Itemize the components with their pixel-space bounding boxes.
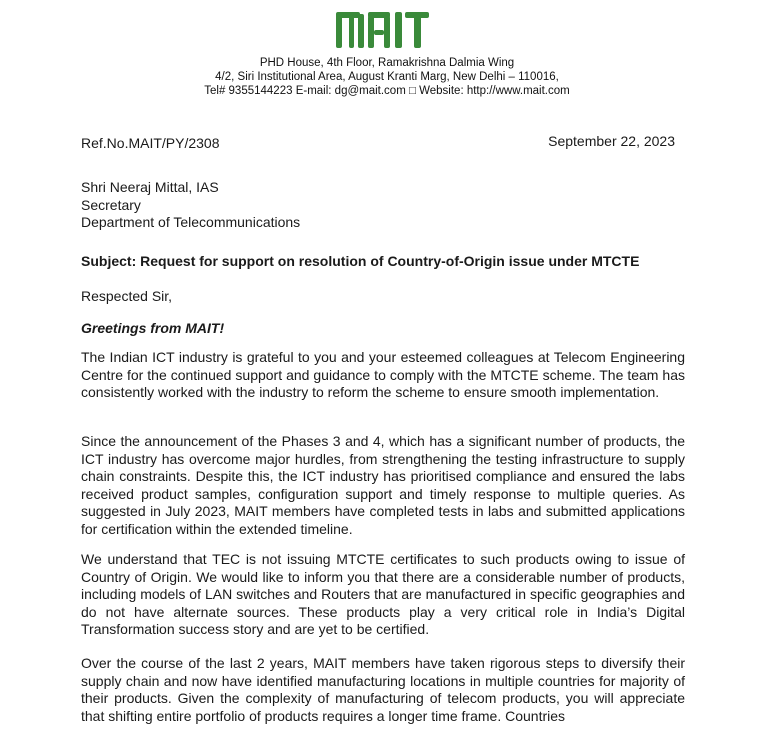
recipient-department: Department of Telecommunications [81,214,301,230]
reference-number: Ref.No.MAIT/PY/2308 [81,135,220,151]
paragraph-1: The Indian ICT industry is grateful to you and your esteemed colleagues at Telecom Engineering Centre for the continued support and guidance to comply with the MTCTE scheme. The team has consistently worked with the industry to reform the scheme to ensure smooth implementation. [81,349,685,401]
salutation: Respected Sir, [81,288,173,304]
greeting: Greetings from MAIT! [81,320,225,336]
letter-date: September 22, 2023 [548,133,675,149]
paragraph-2: Since the announcement of the Phases 3 and 4, which has a significant number of products, the ICT industry has overcome major hurdles, from strengthening the testing infrastructure to supply chain constraints. Despite this, the ICT industry has prioritised compliance and ensured the labs received product samples, configuration support and timely response to multiple queries. As suggested in July 2023, MAIT members have completed tests in labs and submitted applications for certification within the extended timeline. [81,433,685,537]
paragraph-3: We understand that TEC is not issuing MTCTE certificates to such products owing to issue of Country of Origin. We would like to inform you that there are a considerable number of products, including models of LAN switches and Routers that are manufactured in specific geographies and do not have alternate sources. These products play a very critical role in India’s Digital Transformation success story and are yet to be certified. [81,551,685,638]
contact-line: Tel# 9355144223 E-mail: dg@mait.com □ Website: http://www.mait.com [204,85,570,97]
mait-logo [334,8,430,50]
recipient-name: Shri Neeraj Mittal, IAS [81,179,219,195]
address-line-2: 4/2, Siri Institutional Area, August Kranti Marg, New Delhi – 110016, [215,71,559,83]
address-line-1: PHD House, 4th Floor, Ramakrishna Dalmia Wing [259,57,515,69]
paragraph-4: Over the course of the last 2 years, MAIT members have taken rigorous steps to diversify their supply chain and now have identified manufacturing locations in multiple countries for majority of their products. Given the complexity of manufacturing of telecom products, you will appreciate that shifting entire portfolio of products requires a longer time frame. Countries [81,655,685,724]
subject-line: Subject: Request for support on resolution of Country-of-Origin issue under MTCTE [81,253,640,269]
recipient-title: Secretary [81,197,141,213]
